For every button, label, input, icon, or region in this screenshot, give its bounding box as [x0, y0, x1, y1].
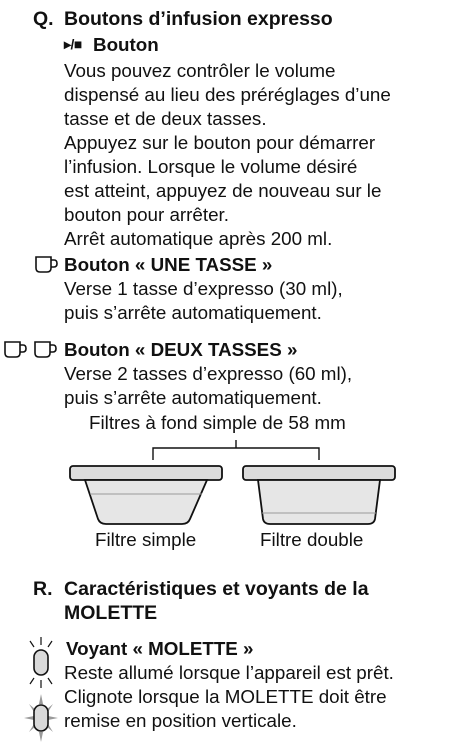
filters-illustration [0, 438, 454, 558]
section-r-letter: R. [33, 578, 53, 600]
double-filter-basket [243, 466, 395, 524]
paragraph-line: tasse et de deux tasses. [64, 108, 267, 129]
paragraph-line: Vous pouvez contrôler le volume [64, 60, 336, 81]
paragraph-line: Appuyez sur le bouton pour démarrer [64, 132, 376, 153]
paragraph-line: l’infusion. Lorsque le volume désiré [64, 156, 358, 177]
one-cup-line: Verse 1 tasse d’expresso (30 ml), [64, 278, 343, 299]
play-stop-button-label: Bouton [93, 34, 159, 55]
one-cup-line: puis s’arrête automatiquement. [64, 302, 322, 323]
indicator-steady-icon [28, 636, 54, 692]
section-r-title-line: MOLETTE [64, 602, 158, 624]
single-filter-label: Filtre simple [95, 529, 197, 550]
section-q-title: Boutons d’infusion expresso [64, 8, 333, 30]
indicator-title: Voyant « MOLETTE » [66, 638, 254, 659]
indicator-line: remise en position verticale. [64, 710, 297, 731]
section-q-letter: Q. [33, 8, 54, 30]
paragraph-line: est atteint, appuyez de nouveau sur le [64, 180, 382, 201]
cup-icon [34, 255, 64, 275]
filters-caption: Filtres à fond simple de 58 mm [89, 412, 346, 433]
paragraph-line: bouton pour arrêter. [64, 204, 229, 225]
paragraph-line: Arrêt automatique après 200 ml. [64, 228, 333, 249]
indicator-flashing-icon [24, 694, 58, 742]
two-cups-title: Bouton « DEUX TASSES » [64, 339, 298, 360]
one-cup-title: Bouton « UNE TASSE » [64, 254, 273, 275]
indicator-line: Clignote lorsque la MOLETTE doit être [64, 686, 387, 707]
single-filter-basket [70, 466, 222, 524]
two-cups-icon [3, 340, 65, 360]
paragraph-line: dispensé au lieu des préréglages d’une [64, 84, 391, 105]
play-stop-symbol: ▸/■ [64, 36, 82, 52]
section-r-title-line: Caractéristiques et voyants de la [64, 578, 369, 600]
double-filter-label: Filtre double [260, 529, 364, 550]
two-cups-line: puis s’arrête automatiquement. [64, 387, 322, 408]
indicator-line: Reste allumé lorsque l’appareil est prêt. [64, 662, 394, 683]
two-cups-line: Verse 2 tasses d’expresso (60 ml), [64, 363, 353, 384]
